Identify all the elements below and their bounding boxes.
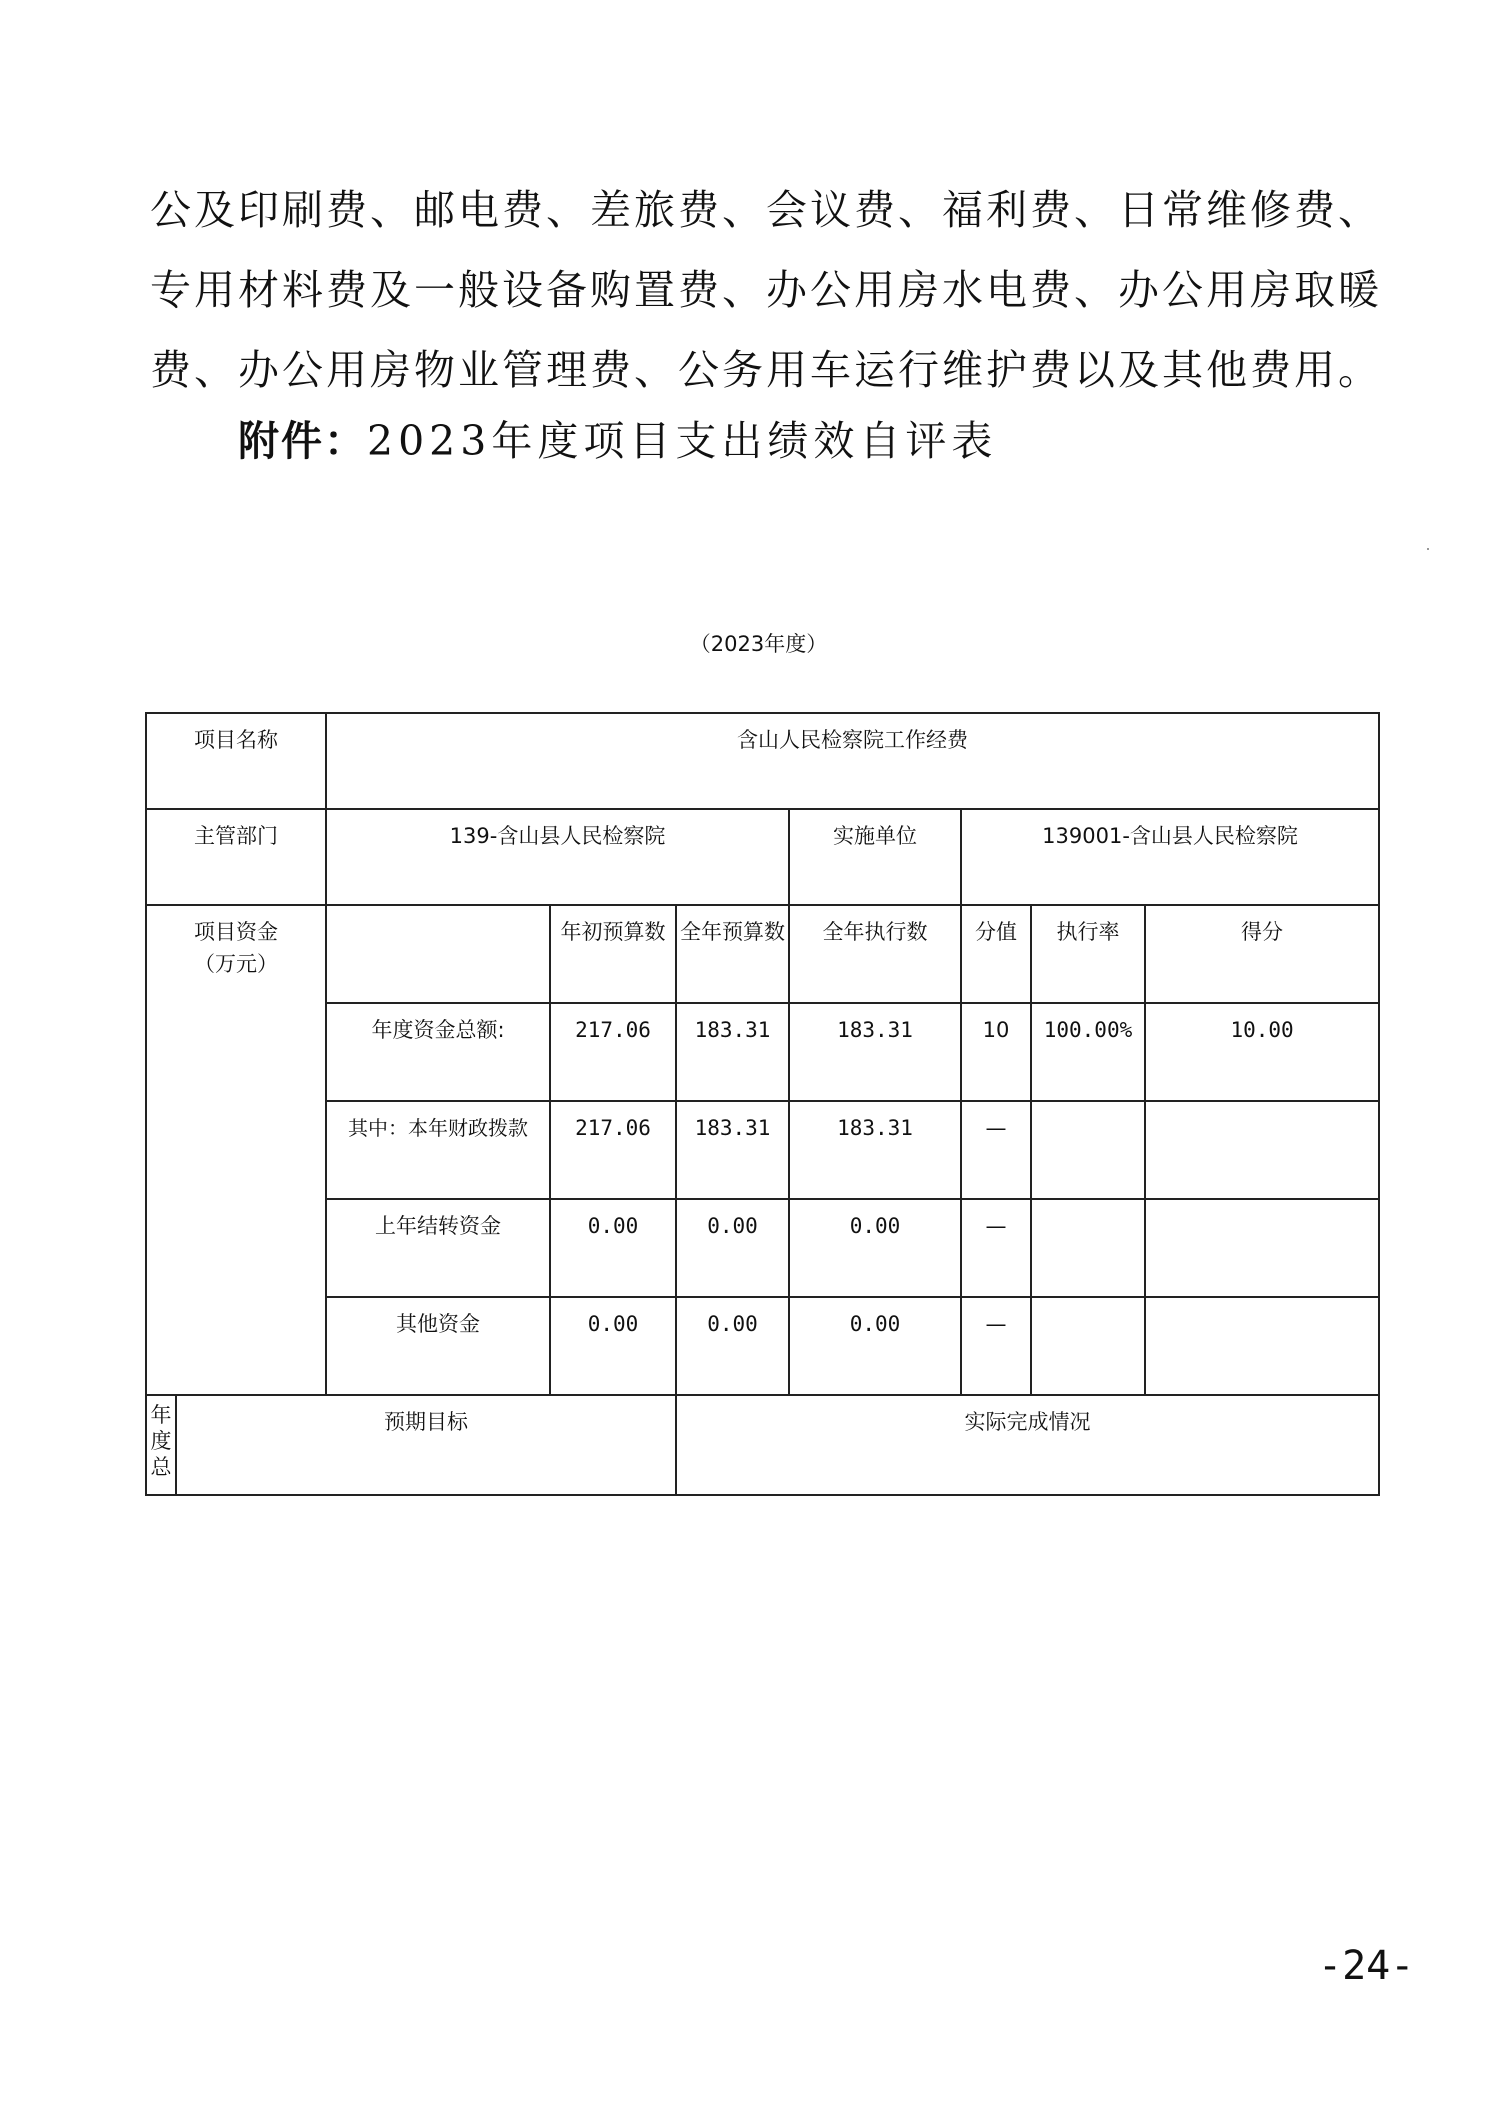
cell-executed: 183.31 <box>789 1003 961 1101</box>
cell-executed: 0.00 <box>789 1199 961 1297</box>
header-exec-rate: 执行率 <box>1031 905 1145 1003</box>
cell-executed: 0.00 <box>789 1297 961 1395</box>
cell-initial: 217.06 <box>550 1101 676 1199</box>
cell-annual: 0.00 <box>676 1199 789 1297</box>
cell-exec-rate <box>1031 1297 1145 1395</box>
project-name-label: 项目名称 <box>146 713 326 809</box>
cell-initial: 0.00 <box>550 1297 676 1395</box>
header-initial-budget: 年初预算数 <box>550 905 676 1003</box>
cell-annual: 0.00 <box>676 1297 789 1395</box>
table-row <box>146 809 1379 905</box>
attachment-title: 2023年度项目支出绩效自评表 <box>367 417 998 465</box>
funds-label-line2: （万元） <box>194 952 278 976</box>
table-row <box>146 1297 1379 1395</box>
cell-exec-rate: 100.00% <box>1031 1003 1145 1101</box>
row-label: 年度资金总额: <box>326 1003 550 1101</box>
body-line: 费、办公用房物业管理费、公务用车运行维护费以及其他费用。 <box>150 346 1382 394</box>
header-annual-budget: 全年预算数 <box>676 905 789 1003</box>
table-row <box>146 1199 1379 1297</box>
cell-score <box>1145 1101 1379 1199</box>
attachment-label: 附件： <box>238 417 367 465</box>
actual-completion-label: 实际完成情况 <box>676 1395 1379 1495</box>
cell-exec-rate <box>1031 1101 1145 1199</box>
body-line: 专用材料费及一般设备购置费、办公用房水电费、办公用房取暖 <box>150 266 1382 314</box>
table-row <box>146 905 1379 1003</box>
header-score-value: 分值 <box>961 905 1031 1003</box>
cell-initial: 217.06 <box>550 1003 676 1101</box>
impl-value: 139001-含山县人民检察院 <box>961 809 1379 905</box>
cell-score: 10.00 <box>1145 1003 1379 1101</box>
cell-initial: 0.00 <box>550 1199 676 1297</box>
row-label: 上年结转资金 <box>326 1199 550 1297</box>
dept-label: 主管部门 <box>146 809 326 905</box>
table-row <box>146 1003 1379 1101</box>
dept-value: 139-含山县人民检察院 <box>326 809 789 905</box>
header-blank <box>326 905 550 1003</box>
cell-executed: 183.31 <box>789 1101 961 1199</box>
performance-evaluation-table <box>145 712 1380 1496</box>
table-row <box>146 713 1379 809</box>
cell-score <box>1145 1297 1379 1395</box>
row-label: 其中：本年财政拨款 <box>326 1101 550 1199</box>
cell-annual: 183.31 <box>676 1003 789 1101</box>
cell-exec-rate <box>1031 1199 1145 1297</box>
funds-label <box>146 905 326 1395</box>
attachment-line <box>238 408 997 467</box>
cell-annual: 183.31 <box>676 1101 789 1199</box>
impl-label: 实施单位 <box>789 809 961 905</box>
cell-score-value: — <box>961 1199 1031 1297</box>
cell-score-value: — <box>961 1101 1031 1199</box>
annual-goal-side-label <box>146 1395 176 1495</box>
row-label: 其他资金 <box>326 1297 550 1395</box>
body-paragraph <box>150 170 1382 410</box>
project-name-value: 含山人民检察院工作经费 <box>326 713 1379 809</box>
scan-speck <box>1427 548 1429 550</box>
table-row <box>146 1101 1379 1199</box>
cell-score-value: 10 <box>961 1003 1031 1101</box>
funds-label-line1: 项目资金 <box>194 920 278 944</box>
table-row <box>146 1395 1379 1495</box>
expected-goal-label: 预期目标 <box>176 1395 676 1495</box>
cell-score-value: — <box>961 1297 1031 1395</box>
page-number: -24- <box>1318 1943 1415 1989</box>
body-line: 公及印刷费、邮电费、差旅费、会议费、福利费、日常维修费、 <box>150 186 1382 234</box>
form-year: （2023年度） <box>689 632 828 656</box>
cell-score <box>1145 1199 1379 1297</box>
vertical-label: 年度总 <box>150 1403 172 1479</box>
header-executed: 全年执行数 <box>789 905 961 1003</box>
header-score: 得分 <box>1145 905 1379 1003</box>
